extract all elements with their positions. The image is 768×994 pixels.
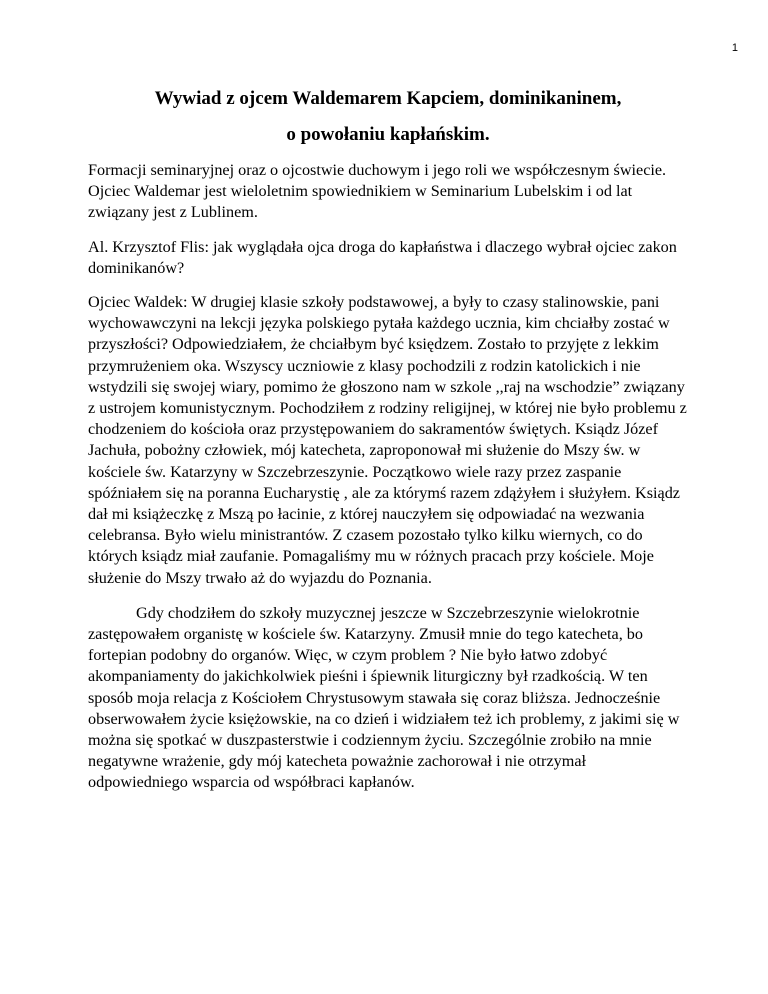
answer-paragraph: Ojciec Waldek: W drugiej klasie szkoły podstawowej, a były to czasy stalinowskie, pani wychowawczyni na lekcji języka polskiego pytała każdego ucznia, kim chciałby zostać w przyszłości? Odpowiedziałem, że chciałbym być księdzem. Zostało to przyjęte z lekkim przymrużeniem oka. Wszyscy uczniowie z klasy pochodzili z rodzin katolickich i nie wstydzili się swojej wiary, pomimo że głoszono nam w szkole ,,raj na wschodzie” związany z ustrojem komunistycznym. Pochodziłem z rodziny religijnej, w której nie było problemu z chodzeniem do kościoła oraz przystępowaniem do sakramentów świętych. Ksiądz Józef Jachuła, pobożny człowiek, mój katecheta, zaproponował mi służenie do Mszy św. w kościele św. Katarzyny w Szczebrzeszynie. Początkowo wiele razy przez zaspanie spóźniałem się na poranna Eucharystię , ale za którymś razem zdążyłem i służyłem. Ksiądz dał mi książeczkę z Mszą po łacinie, z której nauczyłem się odpowiadać na wezwania celebransa. Było wielu ministrantów. Z czasem pozostało tylko kilku wiernych, co do których ksiądz miał zaufanie. Pomagaliśmy mu w różnych pracach przy kościele. Moje służenie do Mszy trwało aż do wyjazdu do Poznania.: [88, 293, 687, 587]
title-line-2: o powołaniu kapłańskim.: [286, 124, 490, 145]
intro-paragraph: Formacji seminaryjnej oraz o ojcostwie duchowym i jego roli we współczesnym świecie. Ojciec Waldemar jest wieloletnim spowiednikiem w Seminarium Lubelskim i od lat związany jest z Lublinem.: [88, 161, 667, 222]
document-body: [88, 78, 688, 794]
page-number: 1: [731, 42, 738, 54]
title-line-1: Wywiad z ojcem Waldemarem Kapciem, dominikaninem,: [154, 88, 622, 109]
question-paragraph: Al. Krzysztof Flis: jak wyglądała ojca droga do kapłaństwa i dlaczego wybrał ojciec zakon dominikanów?: [88, 237, 677, 277]
answer-continued-paragraph: Gdy chodziłem do szkoły muzycznej jeszcze w Szczebrzeszynie wielokrotnie zastępowałem organistę w kościele św. Katarzyny. Zmusił mnie do tego katecheta, bo fortepian podobny do organów. Więc, w czym problem ? Nie było łatwo zdobyć akompaniamenty do jakichkolwiek pieśni i śpiewnik liturgiczny był rzadkością. W ten sposób moja relacja z Kościołem Chrystusowym stawała się coraz bliższa. Jednocześnie obserwowałem życie księżowskie, na co dzień i widziałem też ich problemy, z jakimi się w można się spotkać w duszpasterstwie i codziennym życiu. Szczególnie zrobiło na mnie negatywne wrażenie, gdy mój katecheta poważnie zachorował i nie otrzymał odpowiedniego wsparcia od współbraci kapłanów.: [88, 603, 680, 792]
